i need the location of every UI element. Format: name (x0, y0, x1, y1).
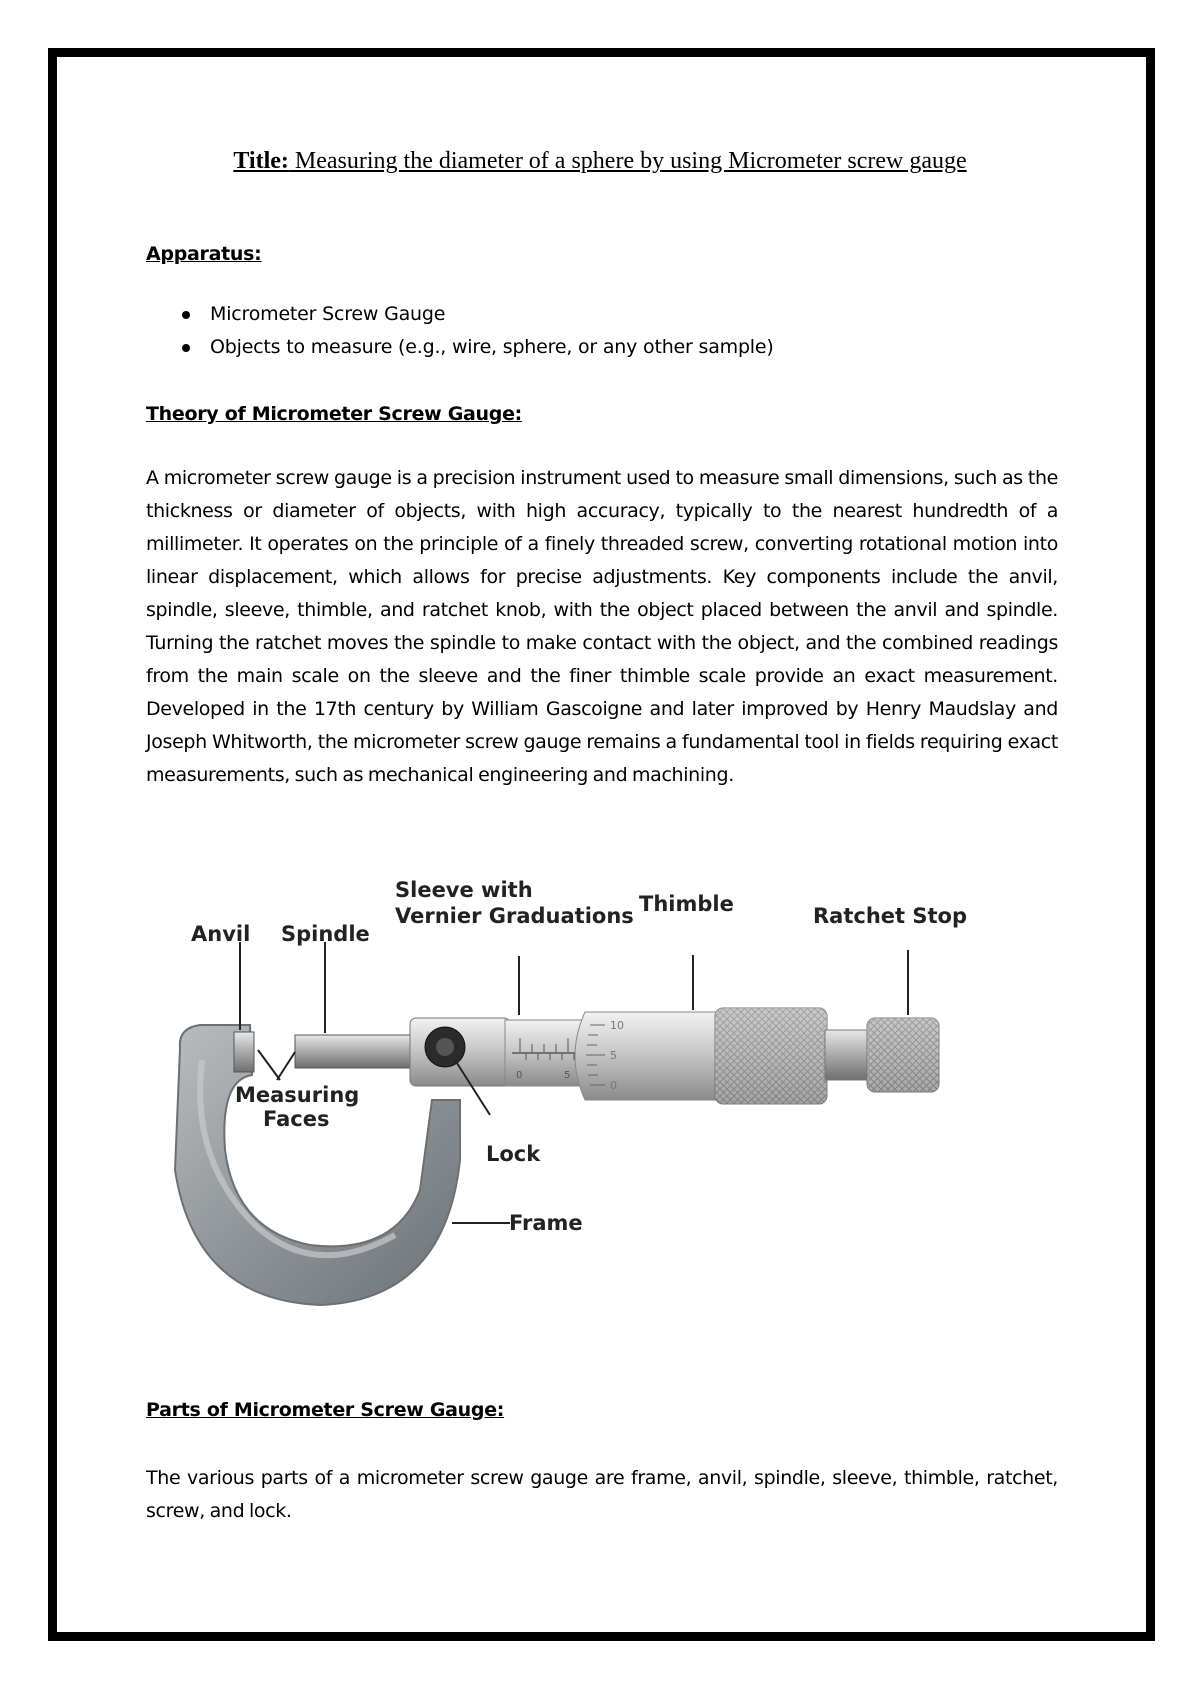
spindle-shape (295, 1035, 425, 1068)
page-title (0, 148, 1200, 175)
parts-heading: Parts of Micrometer Screw Gauge: (146, 1399, 505, 1421)
micrometer-illustration (160, 900, 1060, 1370)
label-measuring-line2: Faces (263, 1107, 330, 1131)
apparatus-item: Objects to measure (e.g., wire, sphere, or any other sample) (210, 331, 774, 364)
label-spindle: Spindle (281, 922, 370, 946)
label-measuring-line1: Measuring (235, 1083, 360, 1107)
label-frame: Frame (509, 1211, 583, 1235)
parts-paragraph: The various parts of a micrometer screw gauge are frame, anvil, spindle, sleeve, thimble, ratchet, screw, and lock. (146, 1467, 1058, 1522)
sleeve-scale-5: 5 (564, 1070, 571, 1081)
title-prefix: Title: (233, 148, 289, 174)
label-lock: Lock (486, 1142, 541, 1166)
apparatus-heading: Apparatus: (146, 243, 262, 265)
sleeve-scale-0: 0 (516, 1070, 523, 1081)
thimble-scale-0: 0 (610, 1079, 617, 1092)
title-text: Measuring the diameter of a sphere by using Micrometer screw gauge (288, 148, 967, 174)
label-sleeve-line1: Sleeve with (395, 878, 533, 902)
apparatus-item: Micrometer Screw Gauge (210, 298, 774, 331)
anvil-shape (234, 1032, 254, 1072)
apparatus-list (210, 298, 774, 364)
label-ratchet-stop: Ratchet Stop (813, 904, 967, 928)
thimble-scale-10: 10 (610, 1019, 624, 1032)
micrometer-figure (160, 878, 1060, 1370)
thimble-scale-5: 5 (610, 1049, 617, 1062)
theory-heading: Theory of Micrometer Screw Gauge: (146, 403, 522, 425)
label-sleeve-line2: Vernier Graduations (395, 904, 634, 928)
label-anvil: Anvil (191, 922, 251, 946)
theory-paragraph: A micrometer screw gauge is a precision instrument used to measure small dimensions, such as the thickness or diameter of objects, with high accuracy, typically to the nearest hundredth of a millimeter. It operates on the principle of a finely threaded screw, converting rotational motion into linear displacement, which allows for precise adjustments. Key components include the anvil, spindle, sleeve, thimble, and ratchet knob, with the object placed between the anvil and spindle. Turning the ratchet moves the spindle to make contact with the object, and the combined readings from the main scale on the sleeve and the finer thimble scale provide an exact measurement. Developed in the 17th century by William Gascoigne and later improved by Henry Maudslay and Joseph Whitworth, the micrometer screw gauge remains a fundamental tool in fields requiring exact measurements, such as mechanical engineering and machining. (146, 467, 1058, 786)
label-thimble: Thimble (639, 892, 734, 916)
